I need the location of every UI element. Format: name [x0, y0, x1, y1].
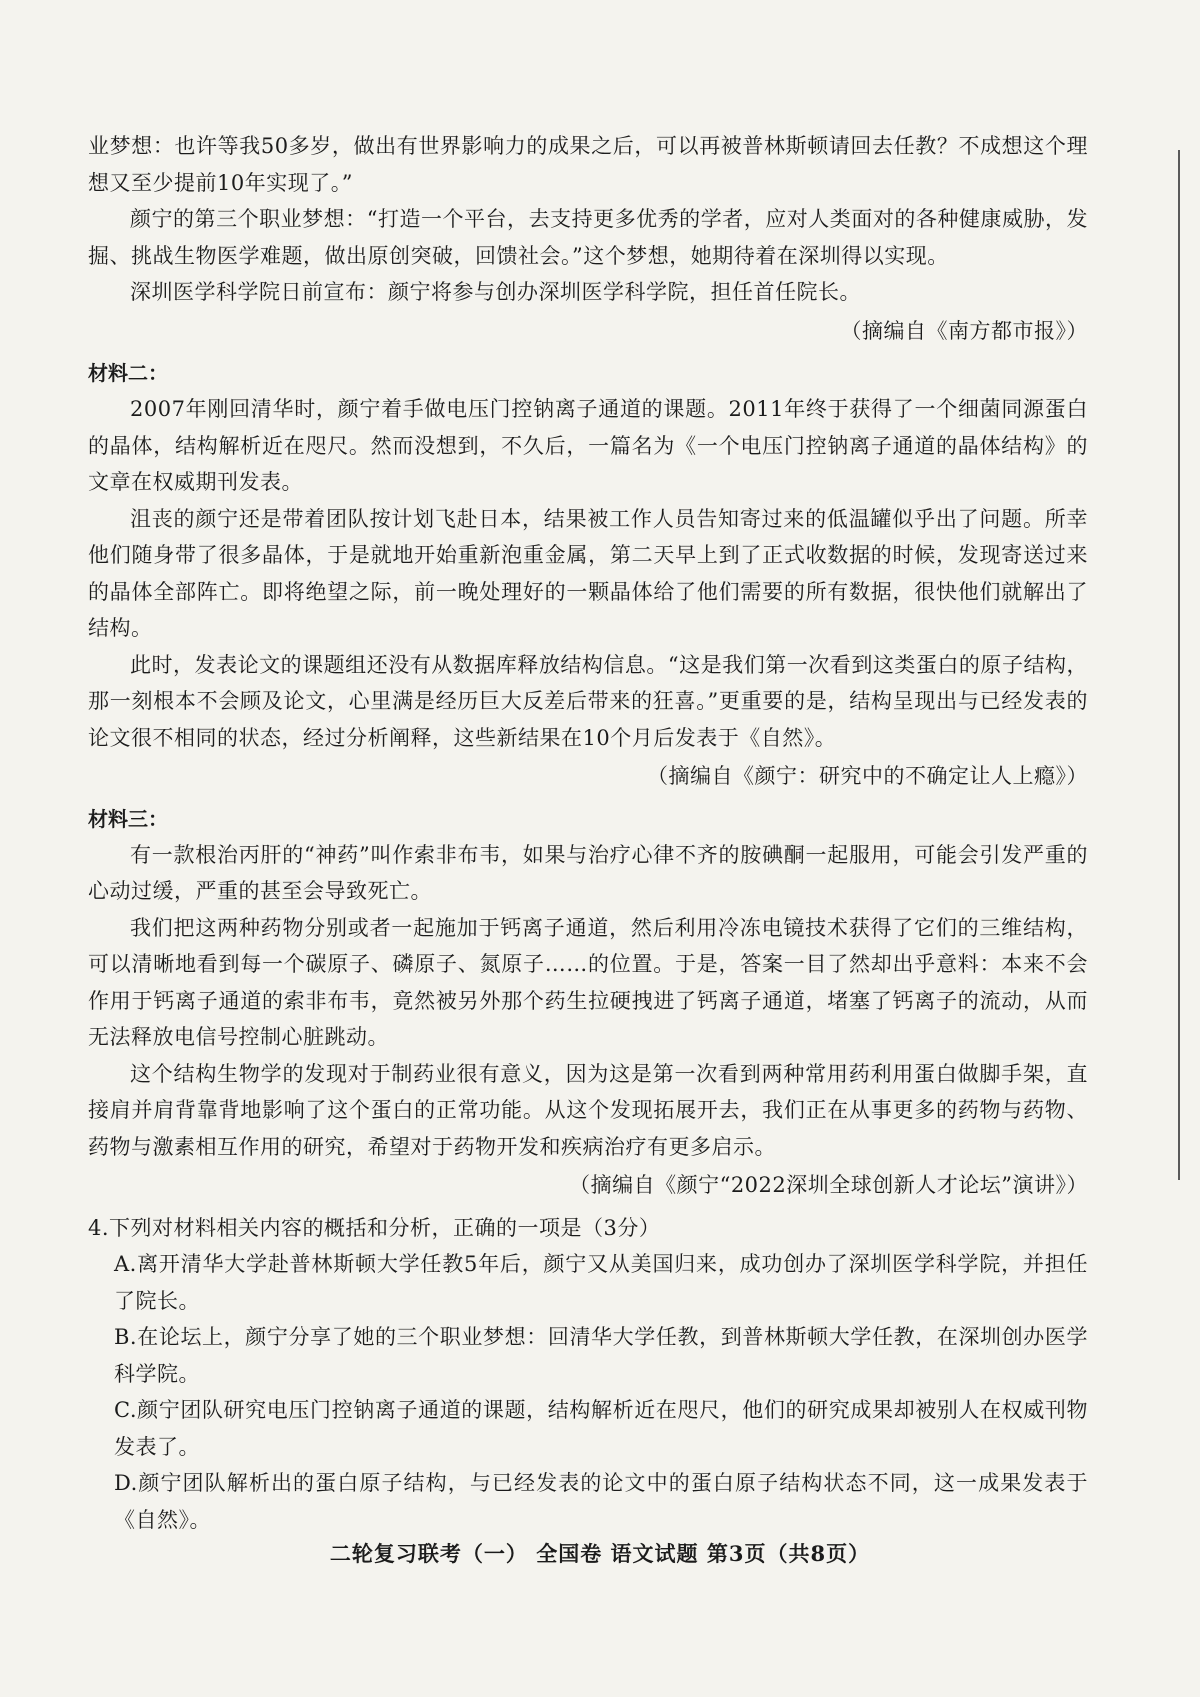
material2-paragraph-1: 2007年刚回清华时，颜宁着手做电压门控钠离子通道的课题。2011年终于获得了一个细菌同源蛋白的晶体，结构解析近在咫尺。然而没想到，不久后，一篇名为《一个电压门控钠离子通道的晶体结构》的文章在权威期刊发表。: [88, 397, 1088, 494]
material3-paragraph-1: 有一款根治丙肝的“神药”叫作索非布韦，如果与治疗心律不齐的胺碘酮一起服用，可能会引发严重的心动过缓，严重的甚至会导致死亡。: [88, 842, 1088, 903]
material1-paragraph-3: 深圳医学科学院日前宣布：颜宁将参与创办深圳医学科学院，担任首任院长。: [130, 280, 861, 304]
question-4-option-b[interactable]: B.在论坛上，颜宁分享了她的三个职业梦想：回清华大学任教，到普林斯顿大学任教，在深圳创办医学科学院。: [114, 1325, 1088, 1386]
material1-source: （摘编自《南方都市报》）: [840, 318, 1088, 343]
question-4-option-a[interactable]: A.离开清华大学赴普林斯顿大学任教5年后，颜宁又从美国归来，成功创办了深圳医学科学院，并担任了院长。: [114, 1252, 1088, 1313]
material2-heading: 材料二：: [88, 361, 168, 385]
material1-paragraph-1: 业梦想：也许等我50多岁，做出有世界影响力的成果之后，可以再被普林斯顿请回去任教？不成想这个理想又至少提前10年实现了。”: [88, 134, 1088, 195]
material2-paragraph-2: 沮丧的颜宁还是带着团队按计划飞赴日本，结果被工作人员告知寄过来的低温罐似乎出了问题。所幸他们随身带了很多晶体，于是就地开始重新泡重金属，第二天早上到了正式收数据的时候，发现寄送过来的晶体全部阵亡。即将绝望之际，前一晚处理好的一颗晶体给了他们需要的所有数据，很快他们就解出了结构。: [88, 506, 1088, 640]
question-4-option-c[interactable]: C.颜宁团队研究电压门控钠离子通道的课题，结构解析近在咫尺，他们的研究成果却被别人在权威刊物发表了。: [114, 1398, 1088, 1459]
question-4-option-d[interactable]: D.颜宁团队解析出的蛋白原子结构，与已经发表的论文中的蛋白原子结构状态不同，这一成果发表于《自然》。: [114, 1471, 1088, 1532]
material1-paragraph-2: 颜宁的第三个职业梦想：“打造一个平台，去支持更多优秀的学者，应对人类面对的各种健康威胁，发掘、挑战生物医学难题，做出原创突破，回馈社会。”这个梦想，她期待着在深圳得以实现。: [88, 207, 1088, 268]
material3-source: （摘编自《颜宁“2022深圳全球创新人才论坛”演讲》）: [569, 1173, 1088, 1197]
material3-heading: 材料三：: [88, 806, 168, 831]
material3-paragraph-3: 这个结构生物学的发现对于制药业很有意义，因为这是第一次看到两种常用药利用蛋白做脚手架，直接肩并肩背靠背地影响了这个蛋白的正常功能。从这个发现拓展开去，我们正在从事更多的药物与药物、药物与激素相互作用的研究，希望对于药物开发和疾病治疗有更多启示。: [88, 1061, 1088, 1159]
page-footer: 二轮复习联考（一） 全国卷 语文试题 第3页（共8页）: [329, 1541, 871, 1566]
page-edge-line: [1178, 150, 1180, 1180]
question-4-stem: 4.下列对材料相关内容的概括和分析，正确的一项是（3分）: [88, 1215, 661, 1240]
material2-source: （摘编自《颜宁：研究中的不确定让人上瘾》）: [647, 764, 1088, 788]
exam-page: [88, 128, 1088, 1538]
material3-paragraph-2: 我们把这两种药物分别或者一起施加于钙离子通道，然后利用冷冻电镜技术获得了它们的三维结构，可以清晰地看到每一个碳原子、磷原子、氮原子……的位置。于是，答案一目了然却出乎意料：本来不会作用于钙离子通道的索非布韦，竟然被另外那个药生拉硬拽进了钙离子通道，堵塞了钙离子的流动，从而无法释放电信号控制心脏跳动。: [88, 915, 1088, 1049]
material2-paragraph-3: 此时，发表论文的课题组还没有从数据库释放结构信息。“这是我们第一次看到这类蛋白的原子结构，那一刻根本不会顾及论文，心里满是经历巨大反差后带来的狂喜。”更重要的是，结构呈现出与已经发表的论文很不相同的状态，经过分析阐释，这些新结果在10个月后发表于《自然》。: [88, 652, 1088, 750]
